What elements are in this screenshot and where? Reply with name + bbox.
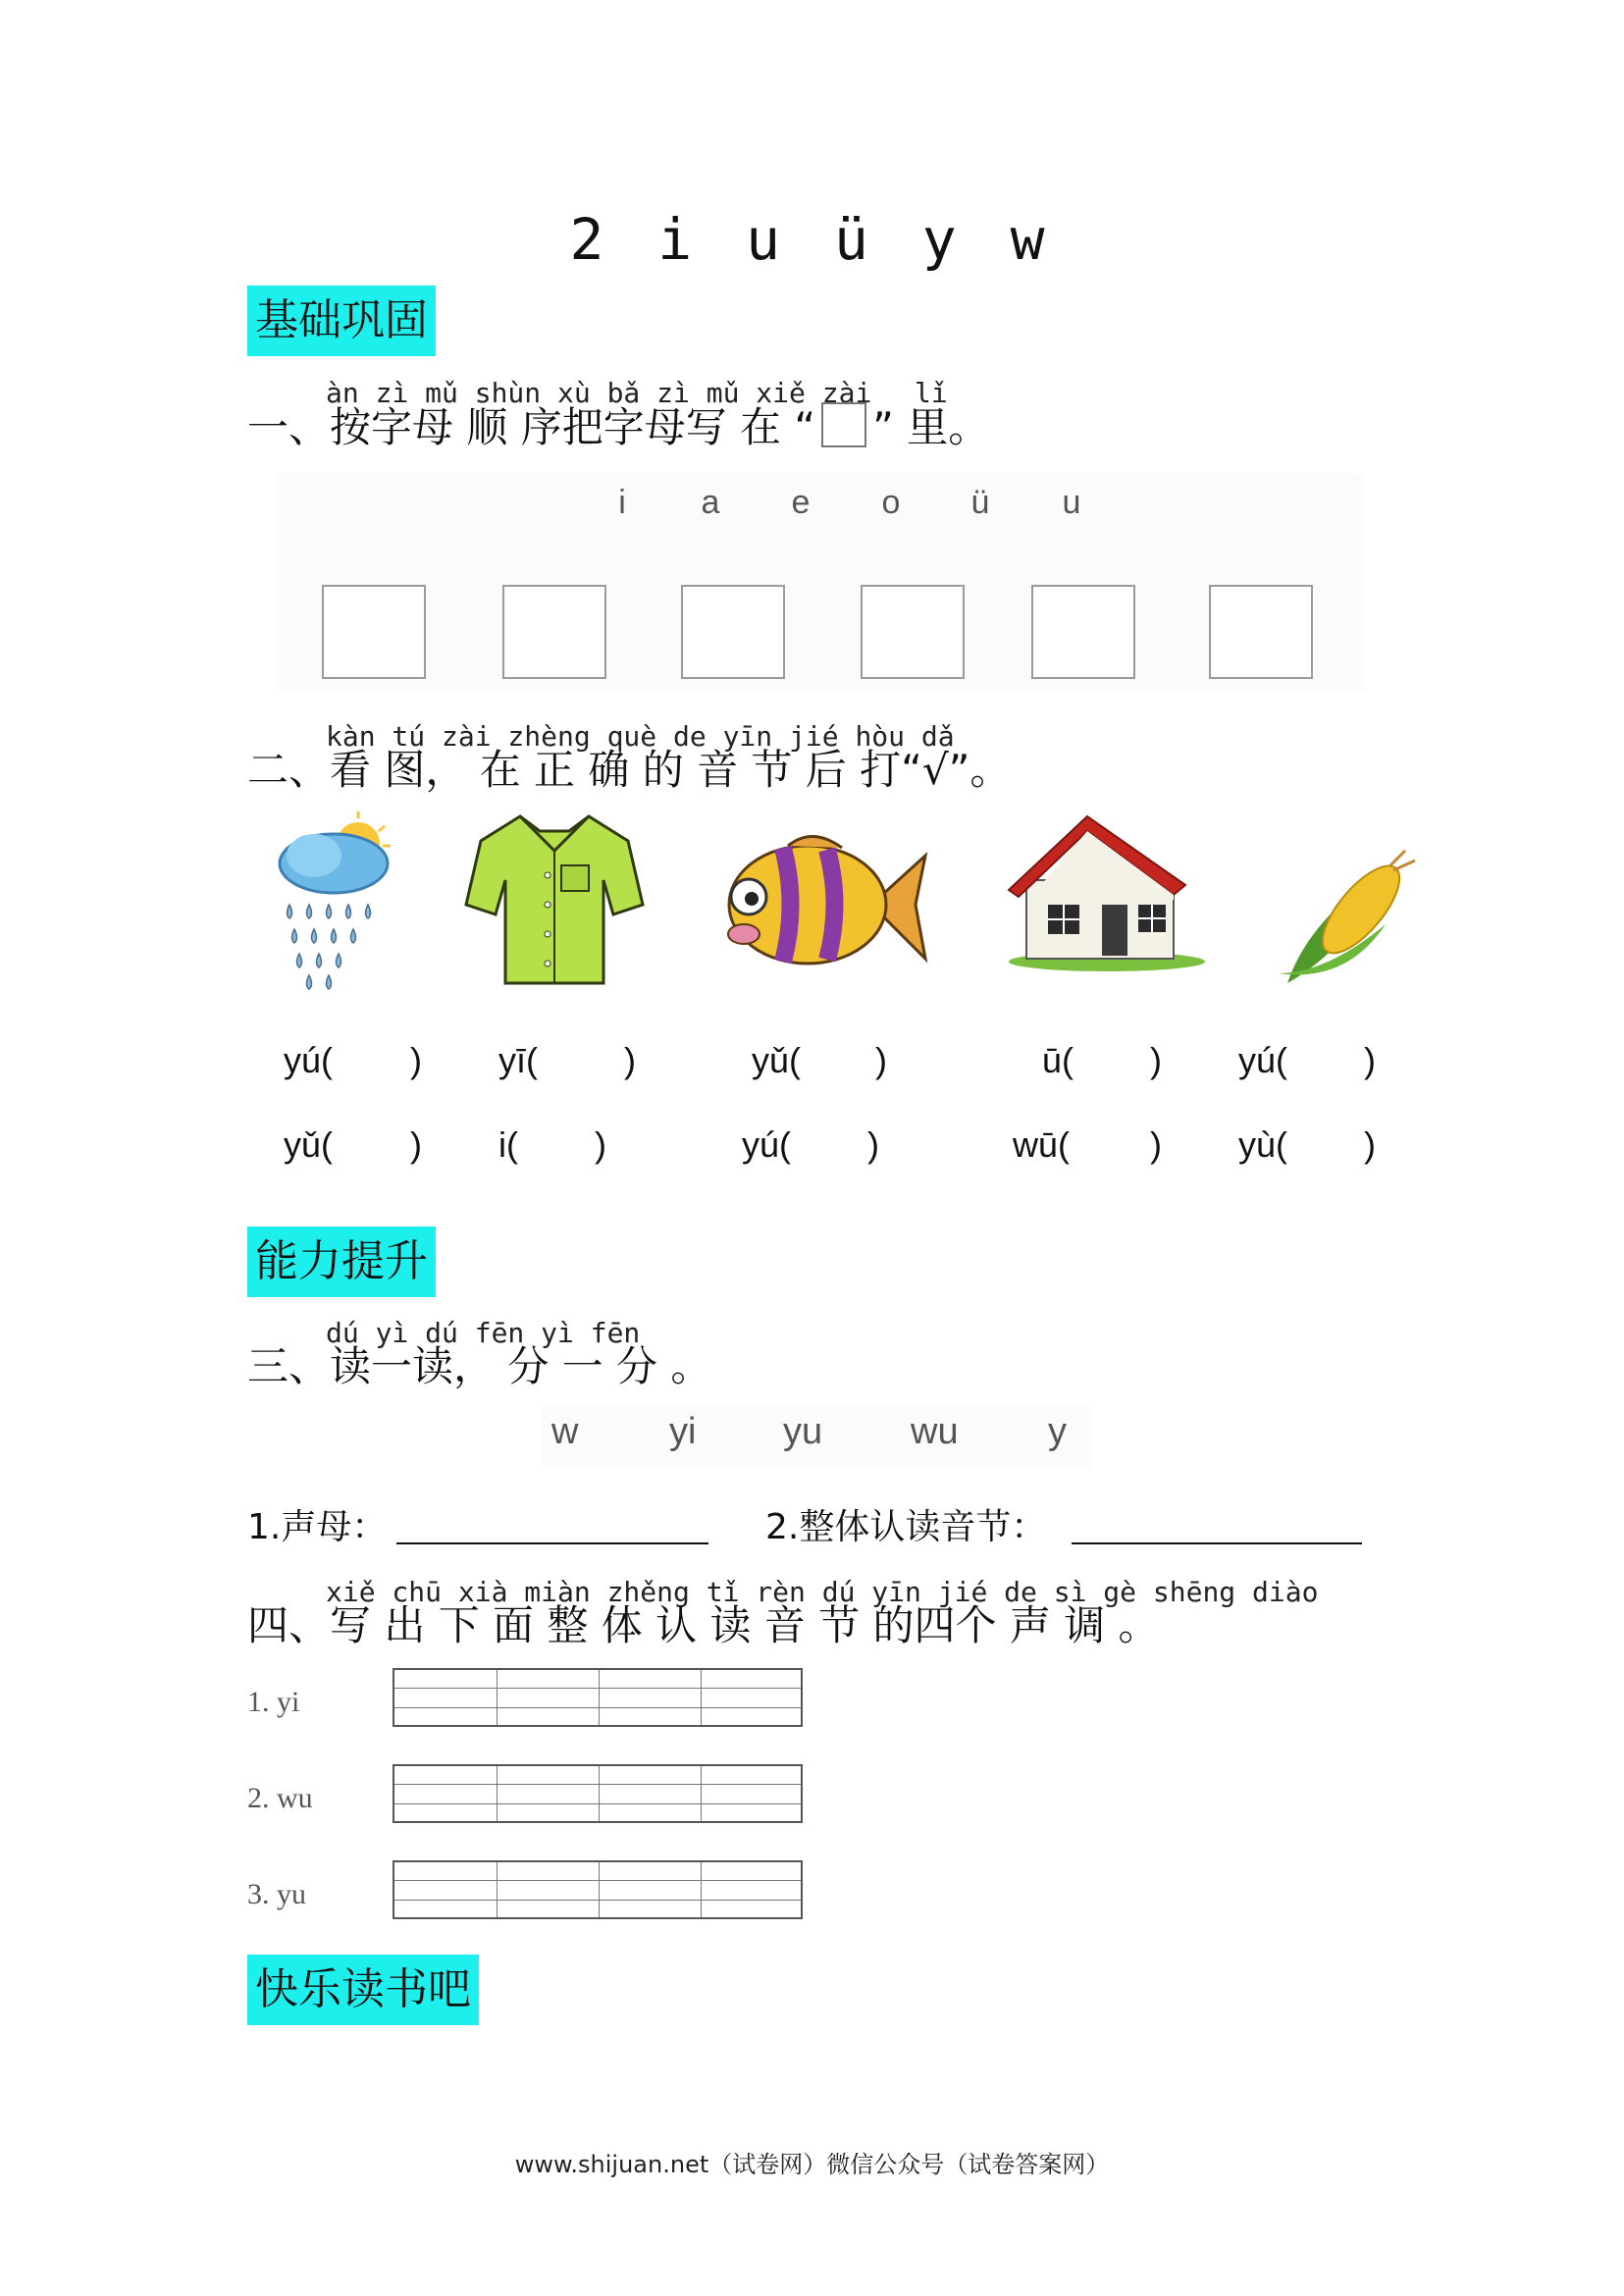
q3-letter: wu: [911, 1411, 959, 1452]
q2-option-close: ): [410, 1124, 422, 1165]
q1-vowel: ü: [970, 484, 990, 521]
q2-option-close: ): [875, 1040, 887, 1080]
q2-option: yǔ(: [752, 1040, 802, 1080]
q1-vowel: o: [881, 484, 901, 521]
q2-option-close: ): [1150, 1040, 1162, 1080]
q2-option-close: ): [1364, 1040, 1376, 1080]
q4-writing-grid[interactable]: [393, 1668, 803, 1727]
corn-picture: [1268, 846, 1425, 993]
q2-option: yù(: [1238, 1124, 1288, 1165]
q2-option: ū(: [1042, 1040, 1074, 1080]
q1-answer-box[interactable]: [681, 585, 785, 679]
section-reading-header: 快乐读书吧: [247, 1955, 479, 2025]
q1-answer-box[interactable]: [1209, 585, 1313, 679]
q3-pinyin: dú yì dú fēn yì fēn: [326, 1317, 641, 1349]
q1-question-end: ” 里。: [872, 403, 990, 451]
q2-option: wū(: [1013, 1124, 1071, 1165]
q2-option-close: ): [410, 1040, 422, 1080]
q2-option-close: ): [867, 1124, 879, 1165]
q2-option-close: ): [1364, 1124, 1376, 1165]
q3-label-syllables: 2.整体认读音节：: [765, 1507, 1047, 1547]
page-title: 2 i u ü y w: [569, 206, 1055, 273]
q1-vowel: a: [701, 484, 720, 521]
q1-answer-box[interactable]: [502, 585, 606, 679]
q2-pinyin: kàn tú zài zhèng què de yīn jié hòu dǎ: [326, 720, 955, 753]
q4-item-label: 1. yi: [247, 1686, 300, 1718]
q1-vowel: i: [618, 484, 626, 521]
q4-item-label: 3. yu: [247, 1878, 306, 1910]
q1-pinyin-li: lǐ: [915, 377, 948, 409]
q4-pinyin: xiě chū xià miàn zhěng tǐ rèn dú yīn jié de sì gè shēng diào: [326, 1576, 1319, 1608]
q2-option-close: ): [595, 1124, 606, 1165]
fish-picture: [705, 826, 930, 983]
q2-option: yú(: [742, 1124, 792, 1165]
section-improve-header: 能力提升: [247, 1226, 436, 1297]
q3-letter: yi: [669, 1411, 697, 1452]
q1-answer-box[interactable]: [1031, 585, 1135, 679]
q1-question-text: 一、按字母 顺 序把字母写 在 “: [247, 403, 816, 451]
q1-vowel: u: [1062, 484, 1081, 521]
q2-option: i(: [498, 1124, 518, 1165]
q1-pinyin: àn zì mǔ shùn xù bǎ zì mǔ xiě zài: [326, 377, 872, 409]
q1-inline-box: [821, 402, 866, 447]
q2-option-close: ): [1150, 1124, 1162, 1165]
q2-option: yú(: [284, 1040, 334, 1080]
q2-option: yǔ(: [284, 1124, 334, 1165]
house-picture: [999, 807, 1205, 973]
q1-answer-box[interactable]: [861, 585, 965, 679]
q1-question: [247, 402, 989, 452]
shirt-picture: [461, 807, 648, 993]
q2-option: yú(: [1238, 1040, 1288, 1080]
q3-letter: yu: [783, 1411, 823, 1452]
section-basic-header: 基础巩固: [247, 286, 436, 356]
q4-writing-grid[interactable]: [393, 1764, 803, 1823]
q3-initials-blank[interactable]: [396, 1542, 708, 1544]
rain-cloud-picture: [265, 807, 402, 993]
q3-letter: y: [1048, 1411, 1067, 1452]
q4-item-label: 2. wu: [247, 1782, 313, 1814]
q3-syllables-blank[interactable]: [1072, 1542, 1362, 1544]
q2-question: 二、看 图， 在 正 确 的 音 节 后 打“√”。: [247, 746, 1012, 794]
footer-source: www.shijuan.net（试卷网）微信公众号（试卷答案网）: [514, 2151, 1110, 2178]
q3-question: 三、读一读， 分 一 分 。: [247, 1342, 712, 1390]
q2-option: yī(: [498, 1040, 538, 1080]
q3-letter: w: [551, 1411, 579, 1452]
q4-writing-grid[interactable]: [393, 1860, 803, 1919]
q2-option-close: ): [624, 1040, 636, 1080]
q1-answer-box[interactable]: [322, 585, 426, 679]
q3-label-initials: 1.声母：: [247, 1507, 388, 1547]
q1-vowel: e: [791, 484, 811, 521]
q4-question: 四、写 出 下 面 整 体 认 读 音 节 的四个 声 调 。: [247, 1601, 1160, 1649]
